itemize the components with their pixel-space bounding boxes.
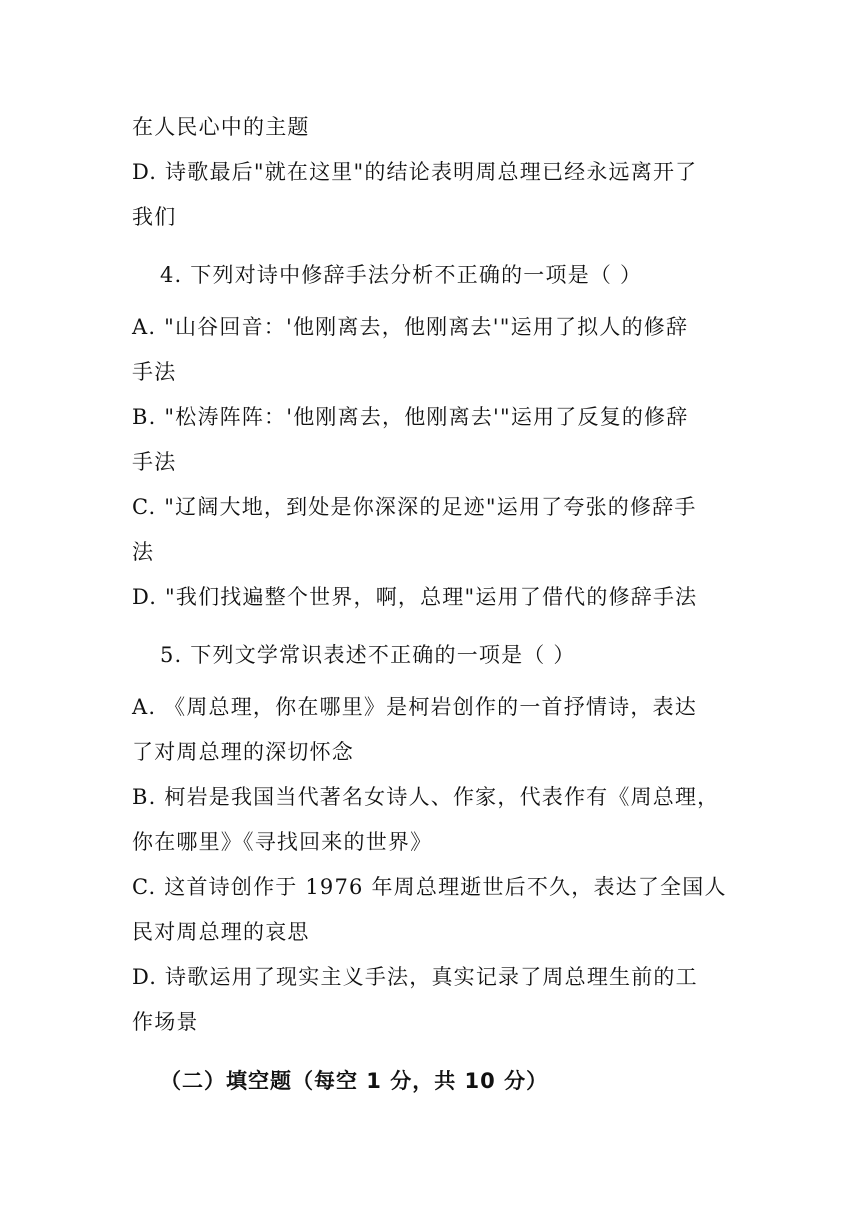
section-heading-fill-in: （二）填空题（每空 1 分，共 10 分） (160, 1069, 549, 1093)
q5-option-d-line1: D. 诗歌运用了现实主义手法，真实记录了周总理生前的工 (132, 965, 698, 989)
q5-stem: 5. 下列文学常识表述不正确的一项是（ ） (160, 643, 576, 667)
q4-option-b-line2: 手法 (132, 450, 177, 474)
q3-option-d-line2: 我们 (132, 205, 177, 229)
q5-option-d-line2: 作场景 (132, 1010, 199, 1034)
q4-option-a-line2: 手法 (132, 360, 177, 384)
q4-option-a-line1: A. "山谷回音：'他刚离去，他刚离去'"运用了拟人的修辞 (132, 315, 689, 339)
q5-option-a-line1: A. 《周总理，你在哪里》是柯岩创作的一首抒情诗，表达 (132, 695, 697, 719)
q4-option-c-line1: C. "辽阔大地，到处是你深深的足迹"运用了夸张的修辞手 (132, 495, 697, 519)
q5-option-c-line1: C. 这首诗创作于 1976 年周总理逝世后不久，表达了全国人 (132, 875, 727, 899)
q5-option-b-line2: 你在哪里》《寻找回来的世界》 (132, 830, 433, 854)
q4-stem: 4. 下列对诗中修辞手法分析不正确的一项是（ ） (160, 263, 643, 287)
q4-option-c-line2: 法 (132, 540, 155, 564)
q5-option-c-line2: 民对周总理的哀思 (132, 920, 310, 944)
q3-option-d-line1: D. 诗歌最后"就在这里"的结论表明周总理已经永远离开了 (132, 160, 698, 184)
q4-option-b-line1: B. "松涛阵阵：'他刚离去，他刚离去'"运用了反复的修辞 (132, 405, 689, 429)
q4-option-d-line1: D. "我们找遍整个世界，啊，总理"运用了借代的修辞手法 (132, 585, 698, 609)
q3-option-c-continuation: 在人民心中的主题 (132, 115, 310, 139)
q5-option-a-line2: 了对周总理的深切怀念 (132, 740, 354, 764)
q5-option-b-line1: B. 柯岩是我国当代著名女诗人、作家，代表作有《周总理， (132, 785, 720, 809)
